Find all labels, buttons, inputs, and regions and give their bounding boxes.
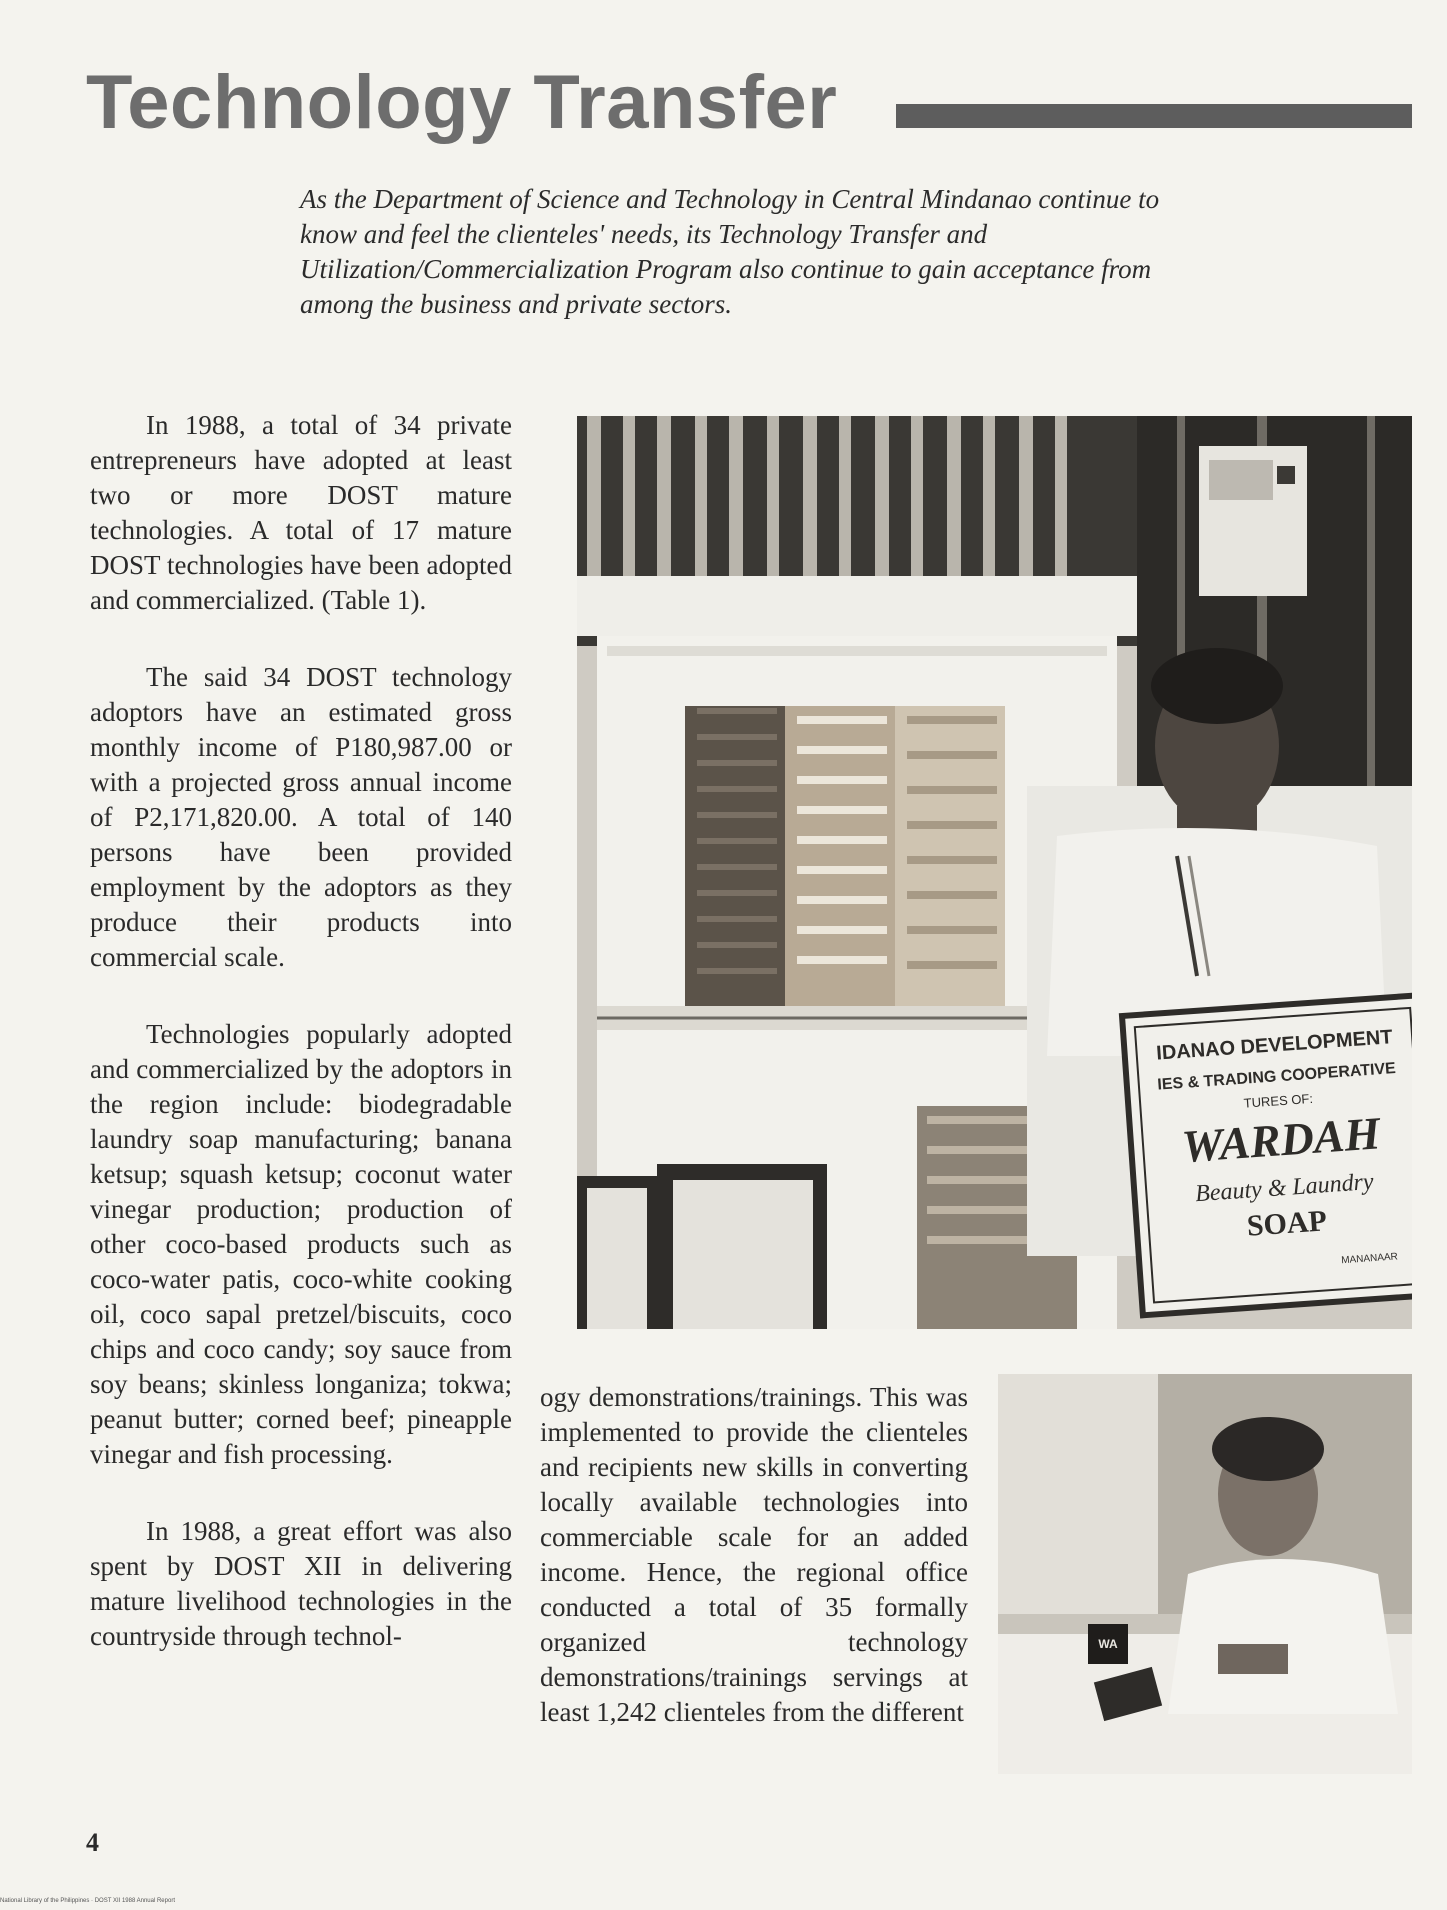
sign-brand: WARDAH [1180, 1107, 1382, 1173]
intro-text: As the Department of Science and Technology in Central Mindanao continue to know and feel the clienteles' needs, its Technology Transfer and Utilization/Commercialization Program also continue to gain acceptance from among the business and private sectors. [300, 184, 1160, 319]
page-number: 4 [86, 1828, 99, 1857]
wrapper-label: WA [1098, 1637, 1118, 1651]
body-paragraph: ogy demonstrations/trainings. This was implemented to provide the clienteles and recipients new skills in converting locally available technologies into commerciable scale for an added income. Hence, the regional office conducted a total of 35 formally organized technology demonstrations/trainings servings at least 1,242 clienteles from the different [540, 1382, 968, 1727]
soap-stacks [685, 706, 1005, 1006]
body-paragraph: In 1988, a total of 34 private entrepreneurs have adopted at least two or more DOST mature technologies. A total of 17 mature DOST technologies have been adopted and commercialized. (Table 1). [90, 410, 512, 615]
sign-line: IDANAO DEVELOPMENT [1155, 1026, 1394, 1065]
soap-making-photo [998, 1374, 1412, 1774]
page-title: Technology Transfer [86, 60, 838, 145]
body-paragraph: The said 34 DOST technology adoptors have an estimated gross monthly income of P180,987.00 or with a projected gross annual income of P2,171,820.00. A total of 140 persons have been provided employment by the adoptors as they produce their products into commercial scale. [90, 662, 512, 972]
sign-line: TURES OF: [1243, 1090, 1314, 1111]
body-paragraph: In 1988, a great effort was also spent by DOST XII in delivering mature livelihood technologies in the countryside through technol- [90, 1516, 512, 1651]
left-column [90, 408, 512, 1696]
title-rule [896, 104, 1412, 128]
footer-credit: National Library of the Philippines · DOST XII 1988 Annual Report [0, 1898, 175, 1904]
sign-line: IES & TRADING COOPERATIVE [1156, 1060, 1397, 1094]
sign-line: Beauty & Laundry [1194, 1168, 1375, 1208]
sign-line: SOAP [1245, 1204, 1328, 1243]
intro-paragraph [300, 182, 1210, 322]
sign-tag: MANANAAR [1340, 1251, 1399, 1267]
soap-display-photo [577, 416, 1412, 1329]
middle-column [540, 1380, 968, 1772]
soap-sign [1122, 995, 1412, 1315]
body-paragraph: Technologies popularly adopted and commercialized by the adoptors in the region include: biodegradable laundry soap manufacturing; banana ketsup; squash ketsup; coconut water vinegar production; production of other coco-based products such as coco-water patis, coco-white cooking oil, coco sapal pretzel/biscuits, coco chips and coco candy; soy sauce from soy beans; skinless longaniza; tokwa; peanut butter; corned beef; pineapple vinegar and fish processing. [90, 1019, 512, 1469]
